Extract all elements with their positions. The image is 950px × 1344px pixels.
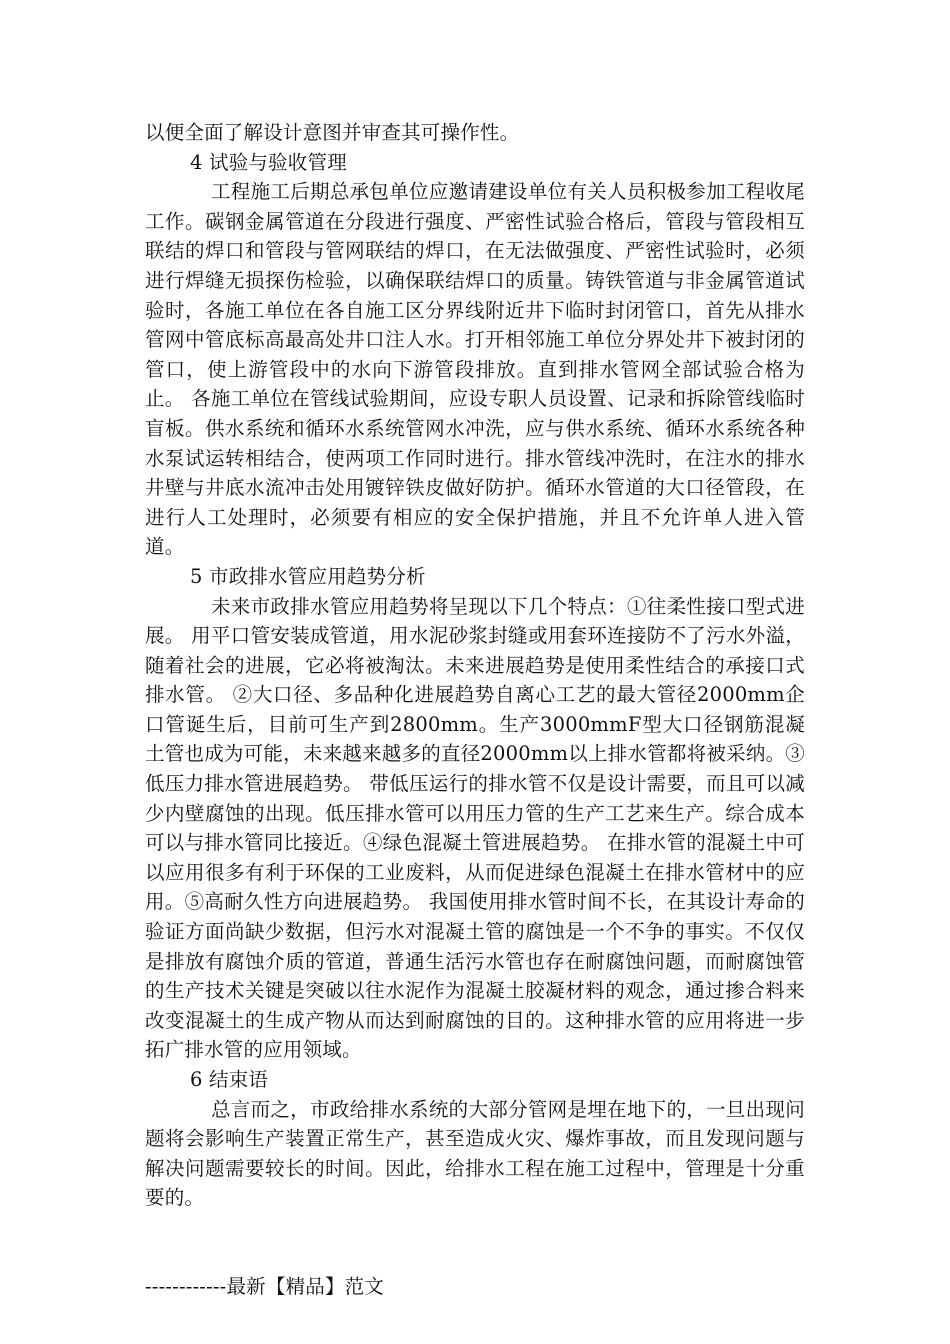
section-heading-conclusion: 6 结束语 — [190, 1068, 269, 1091]
spacer — [145, 1243, 805, 1273]
section-paragraph-testing: 工程施工后期总承包单位应邀请建设单位有关人员积极参加工程收尾工作。碳钢金属管道在分段进行强度、严密性试验合格后，管段与管段相互联结的焊口和管段与管网联结的焊口，在无法做强度、严密性试验时，必须进行焊缝无损探伤检验，以确保联结焊口的质量。铸铁管道与非金属管道试验时，各施工单位在各自施工区分界线附近井下临时封闭管口，首先从排水管网中管底标高最高处井口注人水。打开相邻施工单位分界处井下被封闭的管口，使上游管段中的水向下游管段排放。直到排水管网全部试验合格为止。 各施工单位在管线试验期间，应设专职人员设置、记录和拆除管线临时盲板。供水系统和循环水系统管网水冲洗，应与供水系统、循环水系统各种水泵试运转相结合，使两项工作同时进行。排水管线冲洗时，在注水的排水井壁与井底水流冲击处用镀锌铁皮做好防护。循环水管道的大口径管段，在进行人工处理时，必须要有相应的安全保护措施，并且不允许单人进入管道。 — [145, 180, 805, 559]
spacer — [145, 1213, 805, 1243]
section-heading-testing: 4 试验与验收管理 — [190, 150, 347, 174]
section-paragraph-trends: 未来市政排水管应用趋势将呈现以下几个特点：①往柔性接口型式进展。 用平口管安装成管道，用水泥砂浆封缝或用套环连接防不了污水外溢，随着社会的进展，它必将被淘汰。未来进展趋势是使用柔性结合的承接口式排水管。 ②大口径、多品种化进展趋势自离心工艺的最大管径2000mm企口管诞生后，目前可生产到2800mm。生产3000mmF型大口径钢筋混凝土管也成为可能，未来越来越多的直径2000mm以上排水管都将被采纳。③低压力排水管进展趋势。 带低压运行的排水管不仅是设计需要，而且可以减少内壁腐蚀的出现。低压排水管可以用压力管的生产工艺来生产。综合成本可以与排水管同比接近。④绿色混凝土管进展趋势。 在排水管的混凝土中可以应用很多有利于环保的工业废料，从而促进绿色混凝土在排水管材中的应用。⑤高耐久性方向进展趋势。 我国使用排水管时间不长，在其设计寿命的验证方面尚缺少数据，但污水对混凝土管的腐蚀是一个不争的事实。不仅仅是排放有腐蚀介质的管道，普通生活污水管也存在耐腐蚀问题，而耐腐蚀管的生产技术关键是突破以往水泥作为混凝土胶凝材料的观念，通过掺合料来改变混凝土的生成产物从而达到耐腐蚀的目的。这种排水管的应用将进一步拓广排水管的应用领域。 — [145, 594, 805, 1062]
section-heading-trends: 5 市政排水管应用趋势分析 — [190, 564, 426, 588]
footer-text: ------------最新【精品】范文 — [145, 1275, 385, 1299]
section-paragraph-conclusion: 总言而之，市政给排水系统的大部分管网是埋在地下的，一旦出现问题将会影响生产装置正常生产，甚至造成火灾、爆炸事故，而且发现问题与解决问题需要较长的时间。因此，给排水工程在施工过程中，管理是十分重要的。 — [145, 1097, 805, 1210]
intro-text: 以便全面了解设计意图并审查其可操作性。 — [145, 121, 520, 144]
document-page — [145, 118, 805, 1302]
